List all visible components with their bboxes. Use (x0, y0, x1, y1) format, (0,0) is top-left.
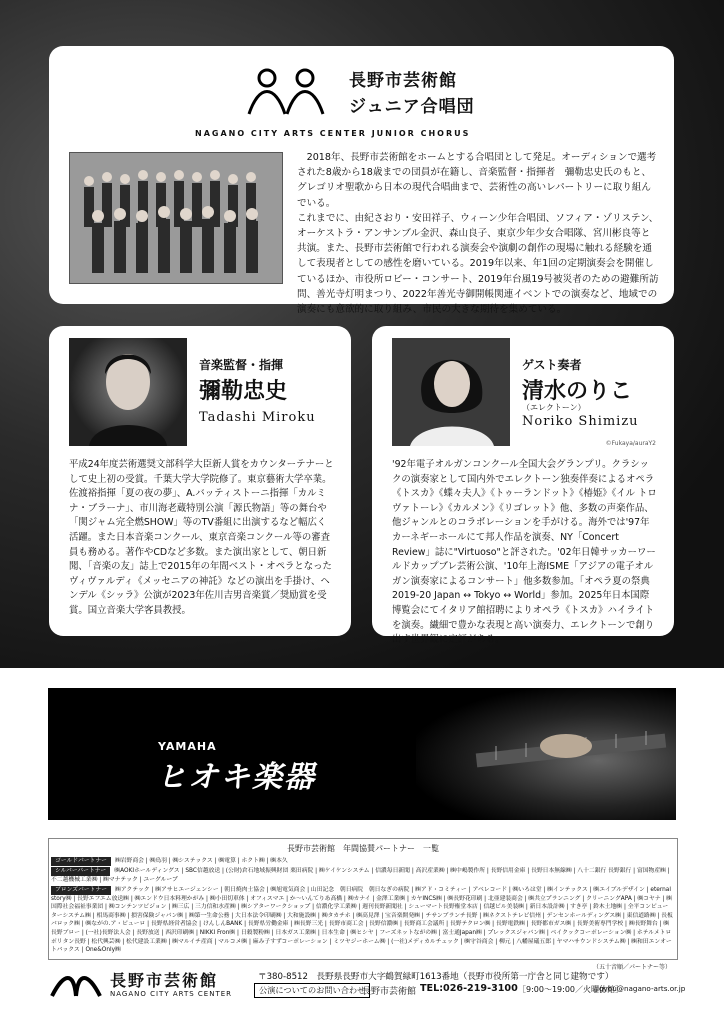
bronze-list: ㈱アクテック | ㈱アサヒエージェンシー | 朝日焼肉士協会 | ㈱旭電気商会 | 山田記念 朝日病院 朝日なぎの病院 | ㈱アド・コミティー | アベレコード | ㈱いろは堂 | ㈱インテックス | ㈱エイブルデザイン | eternal story㈱ | 長野エフエム放送㈱ | ㈱エンドウ日本料理かがみ | ㈱小田切車体 | オフィスマエ | か〜いんてりあ高橋 | ㈱カナイ | 金澤工業㈱ | カヤINCS㈱ | ㈱長野花印刷 | 北亜建装商会 | ㈱共立プランニング | クリーニングAPA | ㈱コヤナ | ㈱国際社会福祉事業団 | ㈱コンテンツビジョン | ㈱三広 | 三力信和水産㈱ | ㈱シアターワークショップ | 信濃化学工業㈱ | 週刊長野新聞社 | シューマート長野権堂本店 | 信越ビル美装㈱ | 新日本設計㈱ | すき亭 | 鈴木土地㈱ | 全平コンピューターシステム㈱ | 相馬商事㈱ | 損害保険ジャパン㈱ | ㈱第一生命公務 | 大日本法令印刷㈱ | 大和施設㈱ | ㈱タカチホ | ㈱高見澤 | 宝音楽開発㈱ | チサンブランチ長野 | ㈱ネクストテレビ信州 | デンセンホールディングス㈱ | 東信道路㈱ | 長板バロック㈱ | ㈱ながの.ア・ピューロ | 長野県経営者協会 | けんしんBANK | 長野県労働金庫 | ㈱長野三光 | 長野市商工会 | 長野信濃㈱ | 長野商工会議所 | 長野テクロン㈱ | 長野電鉄㈱ | 長野都市ガス㈱ | 長野美術専門学校 | ㈱長野舞台 | ㈱長野ブロー | (一社)長野法人会 | 長野放送 | 西沢印刷㈱ | NIKKI Fron㈱ | 日穀製粉㈱ | 日本ガス工業㈱ | 日本生命 | ㈱ヒシヤ | フーズネットながの㈱ | 富士通Japan㈱ | プレックスジャパン㈱ | ベイクックコーポレーション㈱ | ホテルメトロポリタン長野 | 松代興芸㈱ | 松代建設工業㈱ | ㈱マルイチ産商 | マルコメ㈱ | 麻み子すずコーポレーション | ミツヤジーホーム㈱ | (一社)メディカルチェック | ㈱守谷商会 | 柳元 | 八幡屋礒五郎 | ヤマハサウンドシステム㈱ | ㈱和田エンオートバックス | One&Only㈱ (51, 887, 673, 954)
director-role: 音楽監督・指揮 (199, 358, 284, 372)
guest-bio: '92年電子オルガンコンクール全国大会グランプリ。クラシックの演奏家として国内外でエレクトーン独奏伴奏によるオペラ《トスカ》《蝶々夫人》《トゥーランドット》《椿姫》《イル トロヴァトーレ》《カルメン》《リゴレット》他、多数の声楽作品、他ジャンルとのコラボレーションを手がける。海外では'97年カーネギーホールにて邦人作品を演奏、NY「Concert Review」誌に"Virtuoso"と評された。'02年日韓サッカーワールドカップブレ芸術公演、'10年上海ISME「アジアの電子オルガン演奏家によるコンサート」他多数参加。「オペラ夏の祭典2019-20 Japan ↔ Tokyo ↔ World」参加。2025年日本国際博覧会にてイタリア館招聘によりオペラ《トスカ》ハイライトを演奏。繊細で豊かな表現と高い演奏力、エレクトーンで創り出す世界観に定評がある。 (392, 459, 657, 646)
partners-box (48, 838, 678, 971)
guest-instrument: （エレクトーン） (522, 403, 586, 412)
chorus-name-en: NAGANO CITY ARTS CENTER JUNIOR CHORUS (195, 129, 471, 138)
footer-hours: ［9:00～19:00／火曜休館］ (518, 985, 624, 994)
yamaha-text: YAMAHA (158, 740, 217, 753)
chorus-name-line2: ジュニア合唱団 (349, 97, 475, 117)
guitar-photo (416, 688, 676, 820)
gold-list: ㈱岩野商会 | ㈱鳥羽 | ㈱システックス | ㈱電算 | ホクト㈱ | ㈱本久 (114, 858, 288, 864)
guest-portrait (392, 338, 510, 446)
guest-card (372, 326, 674, 646)
silver-label: シルバーパートナー (51, 867, 110, 876)
footer-email[interactable]: jigyou@nagano-arts.or.jp (595, 984, 686, 993)
partners-note: （五十音順／パートナー等） (592, 964, 671, 971)
chorus-name-line1: 長野市芸術館 (349, 71, 457, 91)
director-portrait (69, 338, 187, 446)
store-name: ヒオキ楽器 (156, 760, 316, 795)
silver-partners (51, 867, 673, 884)
choir-photo (69, 152, 283, 284)
guest-name-en: Noriko Shimizu (522, 414, 639, 429)
guest-name-ja: 清水のりこ (522, 378, 633, 404)
chorus-intro-text: 2018年、長野市芸術館をホームとする合唱団として発足。オーディションで選考された8歳から18歳までの団員が在籍し、音楽監督・指揮者 彌勒忠史氏のもと、グレゴリオ聖歌から日本の現代合唱曲まで、芸術性の高いレパートリーに取り組んでいる。 これまでに、由紀さおり・安田祥子、ウィーン少年合唱団、ソフィア・ゾリステン、オーケストラ・アンサンブル金沢、森山良子、東京少年少女合唱隊、宮川彬良等と共演。また、長野市芸術館で行われる演奏会や演劇の創作の現場に触れる経験を通して表現者としての感性を磨いている。2019年以来、年1回の定期演奏会を開催しているほか、市役所ロビー・コンサート、2019年台風19号被災者のための避難所訪問、善光寺灯明まつり、2022年善光寺御開帳関連イベントでの演奏など、地域での演奏にも意欲的に取り組み、市民の大きな期待を集めている。 (297, 152, 659, 316)
footer-venue: 長野市芸術館 (362, 987, 417, 997)
bronze-label: ブロンズパートナー (51, 886, 111, 895)
partners-title: 長野市芸術館 年間協賛パートナー 一覧 (287, 844, 439, 853)
photo-credit: ©Fukaya/auraY2 (605, 440, 656, 447)
footer-name-en: NAGANO CITY ARTS CENTER (110, 990, 233, 998)
chorus-name (349, 68, 475, 120)
guest-role: ゲスト奏者 (522, 358, 582, 372)
director-bio: 平成24年度芸術選奨文部科学大臣新人賞をカウンターテナーとして史上初の受賞。千葉大学大学院修了。東京藝術大学卒業。佐渡裕指揮「夏の夜の夢」、A.バッティストーニ指揮「カルミナ・ブラーナ」、市川海老蔵特別公演「源氏物語」等の舞台や「関ジャム完全燃SHOW」等のTV番組に出演するなど幅広く活躍。また日本音楽コンクール、東京音楽コンクール等の審査員も務める。著作やCDなど多数。また演出家として、朝日新聞、「音楽の友」誌上で2015年の年間ベスト・オペラとなったヴィヴァルディ《メッセニアの神託》などの演出を手掛け、ヘンデル《シッラ》公演が2023年佐川吉男音楽賞／奨励賞を受賞。国立音楽大学客員教授。 (69, 459, 334, 616)
chorus-logo-icon (239, 64, 339, 124)
sponsor-banner (48, 688, 676, 820)
arts-center-logo-icon (48, 966, 104, 1002)
director-name-en: Tadashi Miroku (199, 410, 316, 425)
footer-address: 〒380-8512 長野県長野市大字鶴賀緑町1613番地（長野市役所第一庁舎と同じ建物です） (258, 972, 614, 982)
gold-label: ゴールドパートナー (51, 857, 111, 866)
silver-list: ㈱AOKIホールディングス | SBC信越放送 | (公財)倉石地域振興財団 栗田病院 | ㈱ケイケンシステム | 信濃毎日新聞 | 高沢産業㈱ | ㈱中嶋製作所 | 長野信用金庫 | 長野日本無線㈱ | 八十二銀行 長野銀行 | 富国物産㈱ | 不二越機械工業㈱ | ㈱マナテック | ユーグループ (51, 868, 670, 883)
chorus-intro-card (49, 46, 674, 316)
director-card (49, 326, 351, 636)
gold-partners (51, 857, 673, 866)
footer-name-ja: 長野市芸術館 (110, 971, 219, 990)
bronze-partners (51, 886, 673, 955)
footer-tel[interactable]: TEL:026-219-3100 (420, 983, 518, 994)
inquiry-label: 公演についてのお問い合わせ (254, 983, 370, 998)
director-name-ja: 彌勒忠史 (199, 378, 288, 404)
